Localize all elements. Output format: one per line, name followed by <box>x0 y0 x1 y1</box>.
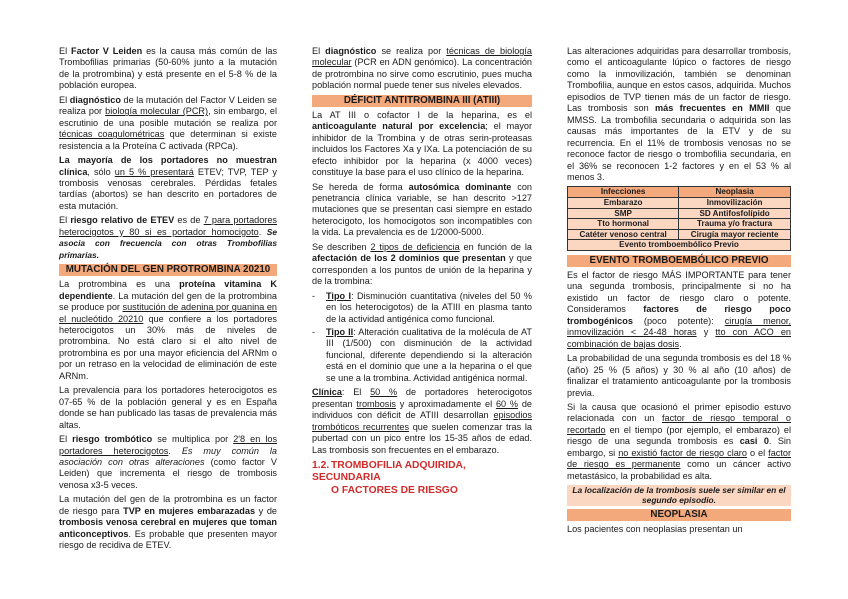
dash-bullet-icon: - <box>312 326 316 337</box>
bold-term: Tipo II <box>326 326 354 337</box>
underlined-text: factor de riesgo temporal o recortado <box>567 413 791 435</box>
text: : Alteración cualitativa de la molécula de AT III (1/500) con disminución de la actividad funcional, diferente dependiendo si la alteración está en el dominio que une a la heparina o el que se une a la trombina. Actividad antigénica normal. <box>326 326 532 383</box>
section-number: 1.2. <box>312 459 330 471</box>
underlined-text: técnicas de biología molecular <box>312 46 532 68</box>
table-cell: Embarazo <box>568 198 679 209</box>
text: se multiplica por <box>152 434 234 445</box>
bold-term: casi 0 <box>739 436 769 447</box>
bold-term: Clínica <box>312 387 342 398</box>
paragraph <box>59 279 277 382</box>
bold-term: Factor V Leiden <box>71 46 143 56</box>
bold-term: Tipo I <box>326 290 352 301</box>
underlined-text: sustitución de adenina por guanina en el nucleótido 20210 <box>59 302 277 324</box>
paragraph <box>312 182 532 239</box>
table-row <box>568 240 791 251</box>
text: que suelen comenzar tras la pubertad con un pico entre los 15-35 años de edad. Las trombosis son frecuentes en el embarazo. <box>312 421 532 455</box>
paragraph <box>567 46 791 183</box>
underlined-text: cirugía menor, inmovilización < 24-48 horas <box>567 315 792 338</box>
paragraph <box>312 242 532 288</box>
text: . <box>679 338 682 349</box>
underlined-text: tto con ACO en combinación de bajas dosis <box>567 327 791 349</box>
section-header: EVENTO TROMBOEMBÓLICO PREVIO <box>567 255 791 267</box>
text: . <box>168 445 182 456</box>
paragraph <box>312 110 532 179</box>
paragraph <box>567 402 791 482</box>
text: como un cáncer activo metastásico, la probabilidad es alta. <box>567 459 791 481</box>
paragraph: El riesgo relativo de ETEV es de 7 para portadores heterocigotos y 80 si es portador homocigoto. Se asocia con frecuencia con otras Trombofilias primarias. <box>59 215 277 260</box>
highlight-note: La localización de la trombosis suele ser similar en el segundo episodio. <box>567 485 791 505</box>
paragraph: El riesgo trombótico se multiplica por 2'8 en los portadores heterocigotos. Es muy común la asociación con otras alteraciones (como factor V Leiden) que incrementa el riesgo de trombosis venosa x3-5 veces. <box>59 434 278 490</box>
bold-term: autosómica dominante <box>408 181 512 192</box>
column-1 <box>59 46 277 555</box>
text: es la causa más común de las Trombofilias primarias (50-60% junto a la mutación de la protrombina) y está presente en el 5-8 % de la población europea. <box>59 46 278 91</box>
text: La prevalencia para los portadores heterocigotos es 07-65 % de la población general y es en España donde se han publicado las tasas de prevalencia más altas. <box>59 385 277 430</box>
table-header-cell: Neoplasia <box>679 187 791 198</box>
underlined-text: 50 % <box>370 387 398 398</box>
section-header: NEOPLASIA <box>567 509 791 521</box>
bold-term: riesgo trombótico <box>72 434 153 445</box>
underlined-text: episodios trombóticos recurrentes <box>312 410 532 432</box>
text: Se hereda de forma <box>312 181 409 192</box>
column-3 <box>567 46 791 538</box>
bold-term: trombosis venosa cerebral en mujeres que toman anticonceptivos <box>59 517 277 539</box>
table-cell: SMP <box>568 208 679 219</box>
bold-term: afectación de los 2 dominios que presentan <box>312 253 506 264</box>
table-row <box>568 229 791 240</box>
table-cell: Tto hormonal <box>568 219 679 230</box>
text: La probabilidad de una segunda trombosis es del 18 % (año) 25 % (5 años) y 30 % al año (10 años) de finalizar el tratamiento anticoagulante por la trombosis previa. <box>567 353 791 398</box>
paragraph <box>59 494 277 551</box>
bold-term: factores de riesgo poco trombogénicos <box>567 304 791 326</box>
text: en función de la <box>459 241 532 252</box>
table-header-cell: Infecciones <box>568 187 679 198</box>
dash-bullet-icon: - <box>312 290 316 301</box>
underlined-text: no existió factor de riesgo claro <box>618 447 747 458</box>
list-item <box>312 291 532 325</box>
text: . La mutación del gen de la protrombina se produce por <box>59 290 277 313</box>
text: se realiza por <box>376 46 447 56</box>
text: : Disminución cuantitativa (niveles del 50 % en los heterocigotos) de la ATIII en plasma tanto de la actividad antigénica como funcional. <box>326 290 532 324</box>
text: ; el mayor inhibidor de la Trombina y de otras serin-proteasas incluidos los Factores Xa y IXa. La potenciación de su efecto inhibidor por la heparina (x 4000 veces) constituye la base para el uso clínico de la heparina. <box>312 121 532 178</box>
heading-line: TROMBOFILIA ADQUIRIDA, SECUNDARIA <box>312 459 466 484</box>
paragraph: El diagnóstico de la mutación del Factor V Leiden se realiza por biología molecular (PCR), sin embargo, el escrutinio de una posible mutación se realiza por técnicas coagulométricas que determinan si existe resistencia a la Proteína C activada (RPCa). <box>59 94 278 151</box>
underlined-text: 60 % <box>495 398 519 409</box>
text: de portadores heterocigotos presentan <box>312 387 532 409</box>
text: o el <box>746 447 769 458</box>
paragraph <box>59 155 277 212</box>
bold-term: La mayoría de los portadores no muestran clínica <box>59 155 277 177</box>
table-row <box>568 208 791 219</box>
text: que MMSS. La trombofilia secundaria o adquirida son las causas más importantes de la ETV y de su recurrencia. En el 11% de trombosis venosas no se reconoce factor de riesgo o trombofilia secundaria, en el 36% se reconocen 1-2 factores y en el 53 % al menos 3. <box>567 103 791 182</box>
paragraph: El Factor V Leiden es la causa más común de las Trombofilias primarias (50-60% junto a la mutación de la protrombina) y está presente en el 5-8 % de la población europea. <box>59 46 278 91</box>
risk-factors-table <box>567 186 791 251</box>
text: y aproximadamente el <box>395 398 496 409</box>
text: : El <box>341 387 371 398</box>
table-footer-cell: Evento tromboembólico Previo <box>568 240 791 251</box>
table-cell: Catéter venoso central <box>568 229 679 240</box>
underlined-text: 2 tipos de deficiencia <box>370 241 460 252</box>
bold-term: TVP en mujeres embarazadas <box>123 505 256 516</box>
paragraph <box>567 270 791 350</box>
underlined-text: un 5 % presentará <box>114 166 194 177</box>
text: Si la causa que ocasionó el primer episodio estuvo relacionada con un <box>567 401 791 424</box>
underlined-text: 7 para portadores heterocigotos y 80 si es portador homocigoto <box>59 215 277 237</box>
bold-term: riesgo relativo de ETEV <box>70 215 175 226</box>
italic-note: Se asocia con frecuencia con otras Trombofilias primarias. <box>59 226 277 260</box>
italic-text: Es muy común la asociación con otras alteraciones <box>59 445 277 467</box>
table-row <box>568 219 791 230</box>
underlined-text: técnicas coagulométricas <box>59 129 165 140</box>
text: La protrombina es una <box>59 279 180 290</box>
underlined-text: trombosis <box>356 398 396 409</box>
underlined-text: factor de riesgo es permanente <box>567 447 791 470</box>
underlined-text: 2'8 en los portadores heterocigotos <box>59 434 278 456</box>
deficiency-types-list <box>312 291 532 385</box>
bold-term: más frecuentes en MMII <box>655 103 770 114</box>
section-header: DÉFICIT ANTITROMBINA III (ATIII) <box>312 95 532 107</box>
text: . Sin embargo, si <box>567 436 792 458</box>
text: y <box>696 327 716 338</box>
bold-term: anticoagulante natural por excelencia <box>312 121 486 132</box>
paragraph: El diagnóstico se realiza por técnicas de biología molecular (PCR en ADN genómico). La concentración de protrombina no sirve como escrutinio, pues mucha población normal puede tener sus niveles elevados. <box>312 46 532 91</box>
text: de individuos con déficit de ATIII desarrollan <box>312 398 532 421</box>
heading-line: O FACTORES DE RIESGO <box>331 484 458 496</box>
paragraph <box>567 524 791 535</box>
table-cell: Trauma y/o fractura <box>679 219 791 230</box>
text: y que corresponden a los puntos de unión de la heparina y de la trombina: <box>312 253 532 287</box>
text: . <box>258 226 267 237</box>
table-header-row <box>568 187 791 198</box>
table-row <box>568 198 791 209</box>
section-header: MUTACIÓN DEL GEN PROTROMBINA 20210 <box>59 264 277 276</box>
text: que confiere a los portadores heterocigotos un 30% más de niveles de protrombina. No está claro si el alto nivel de protrombina es por una mayor eficiencia del ARNm o por un retraso en la velocidad de eliminación de este ARNm. <box>59 313 277 381</box>
text: (PCR en ADN genómico). La concentración de protrombina no sirve como escrutinio, pues mucha población normal puede tener sus niveles elevados. <box>312 57 532 91</box>
text: . Es probable que presenten mayor riesgo de recidiva de ETEV. <box>59 528 277 551</box>
text: con penetrancia clínica variable, se han descrito >127 mutaciones que se presentan casi siempre en estado heterocigoto, los homocigotos son incompatibles con la vida. La prevalencia es de 1/2000-5000. <box>312 181 532 238</box>
text: La mutación del gen de la protrombina es un factor de riesgo para <box>59 494 277 516</box>
paragraph <box>567 353 791 399</box>
table-cell: SD Antifosfolípido <box>679 208 791 219</box>
text: , sólo <box>87 166 115 177</box>
paragraph <box>312 387 532 456</box>
bold-term: proteína vitamina K dependiente <box>59 279 277 301</box>
subsection-heading <box>312 460 532 497</box>
bold-term: diagnóstico <box>325 46 377 56</box>
text: es de <box>174 215 204 226</box>
text: Es el factor de riesgo MÁS IMPORTANTE para tener una segunda trombosis, principalmente si no ha existido un factor de riesgo claro o potente. Consideramos <box>567 270 791 315</box>
text: en el tiempo (por ejemplo, el embarazo) el riesgo de una segunda trombosis es <box>567 424 791 447</box>
paragraph <box>59 385 277 431</box>
list-item <box>312 327 532 384</box>
text: que determinan si existe resistencia a la Proteína C activada (RPCa). <box>59 129 278 151</box>
text: Se describen <box>312 241 371 252</box>
column-2 <box>312 46 532 497</box>
text: (poco potente): <box>632 315 725 326</box>
text: Los pacientes con neoplasias presentan un <box>567 523 743 534</box>
underlined-text: biología molecular (PCR) <box>105 106 209 117</box>
text: de la mutación del Factor V Leiden se realiza por <box>59 94 277 117</box>
text: ETEV; TVP, TEP y trombosis venosas cerebrales. Pérdidas fetales tardías (abortos) se han descrito en portadores de esta mutación. <box>59 166 277 211</box>
text: y de <box>255 505 277 516</box>
table-cell: Cirugía mayor reciente <box>679 229 791 240</box>
text: La AT III o cofactor I de la heparina, es el <box>312 109 532 120</box>
text: Las alteraciones adquiridas para desarrollar trombosis, como el anticoagulante lúpico o factores de riesgo como la inmovilización, también se denominan Trombofilia, aunque en estos casos, adquirida. Muchos episodios de TVP tienen más de un factor de riesgo. Las trombosis son <box>567 46 791 114</box>
text: (como factor V Leiden) que incrementa el riesgo de trombosis venosa x3-5 veces. <box>59 456 277 490</box>
bold-term: diagnóstico <box>69 94 121 105</box>
text: , sin embargo, el escrutinio de una posible mutación se realiza por <box>59 106 277 128</box>
table-cell: Inmovilización <box>679 198 791 209</box>
